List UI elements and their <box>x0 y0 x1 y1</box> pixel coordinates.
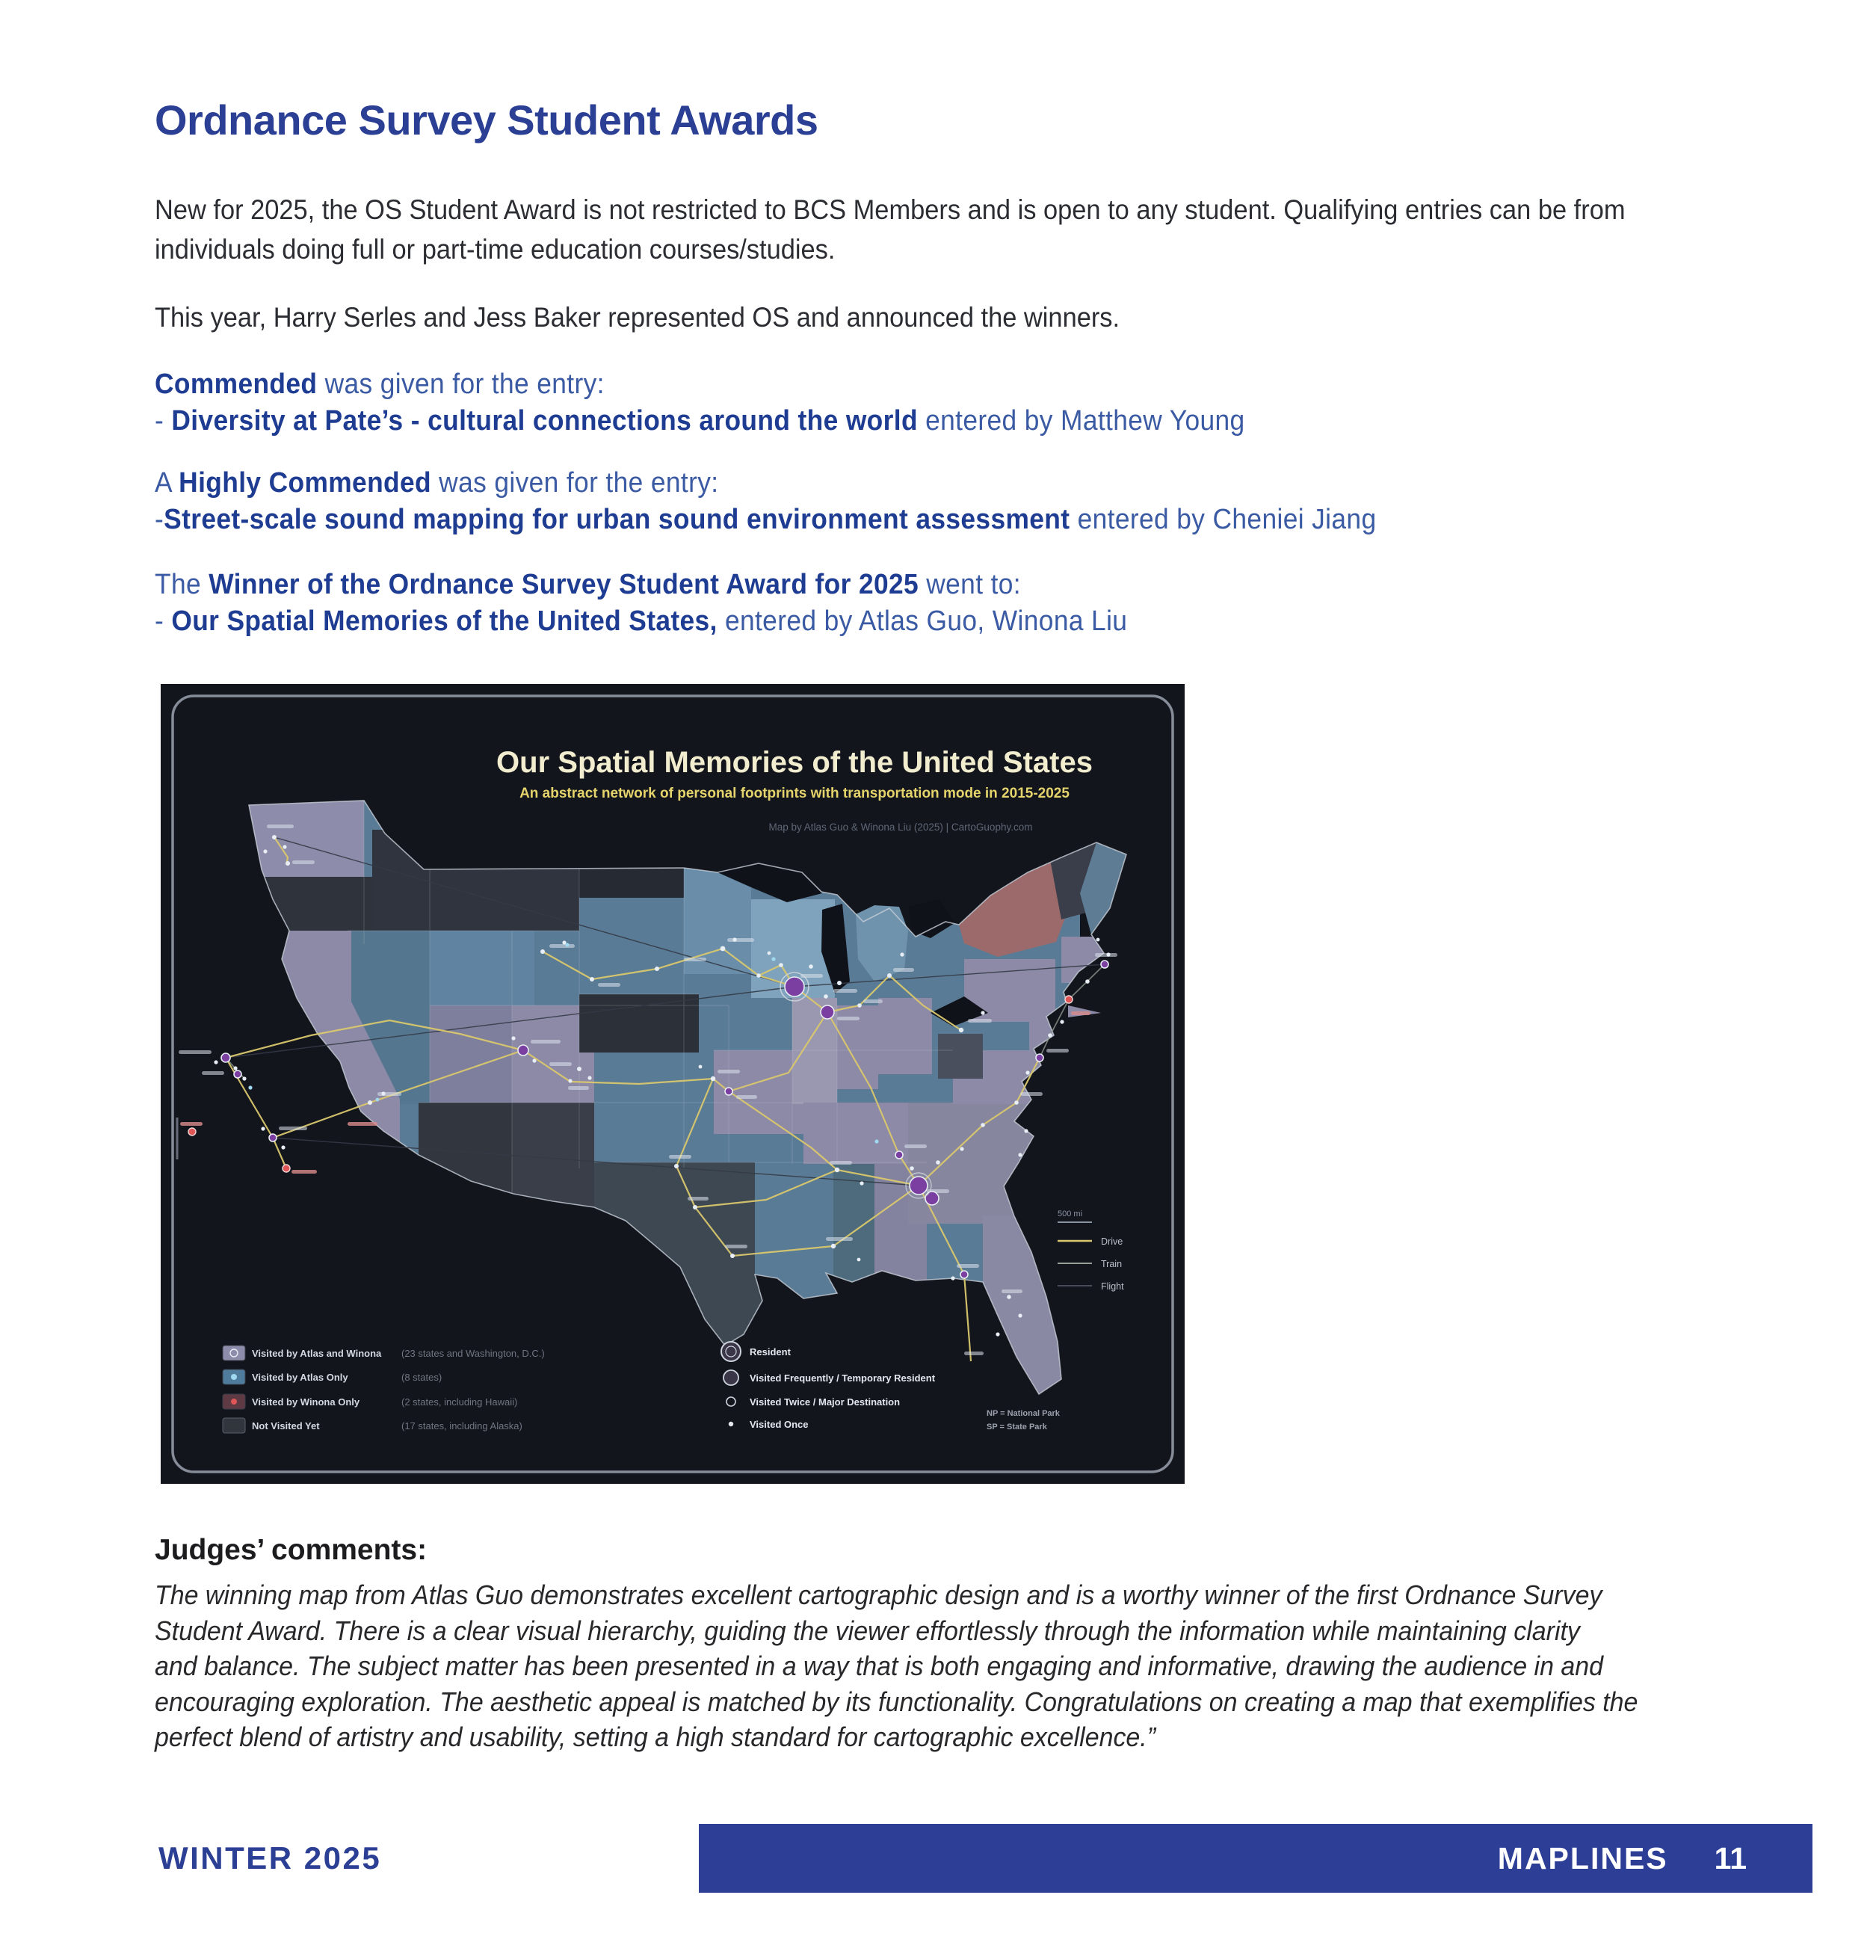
us-memories-map <box>161 684 1185 1484</box>
footer-publication: MAPLINES <box>1497 1840 1668 1876</box>
svg-text:Drive: Drive <box>1101 1236 1123 1247</box>
svg-text:Resident: Resident <box>750 1346 791 1357</box>
svg-text:Visited Twice / Major Destinat: Visited Twice / Major Destination <box>750 1396 901 1408</box>
svg-text:Visited by Atlas Only: Visited by Atlas Only <box>252 1372 348 1383</box>
svg-text:Visited Once: Visited Once <box>750 1419 809 1430</box>
svg-text:SP = State Park: SP = State Park <box>987 1423 1047 1432</box>
svg-text:(2 states, including Hawaii): (2 states, including Hawaii) <box>401 1396 518 1408</box>
svg-text:Flight: Flight <box>1101 1281 1124 1292</box>
footer-issue: WINTER 2025 <box>158 1840 382 1876</box>
svg-text:Not Visited Yet: Not Visited Yet <box>252 1420 320 1432</box>
map-title: Our Spatial Memories of the United States <box>496 746 1093 779</box>
svg-text:Visited by Winona Only: Visited by Winona Only <box>252 1396 360 1408</box>
svg-text:Visited by Atlas and Winona: Visited by Atlas and Winona <box>252 1348 382 1359</box>
svg-text:(17 states, including Alaska): (17 states, including Alaska) <box>401 1420 522 1432</box>
page-title: Ordnance Survey Student Awards <box>155 96 818 144</box>
footer-bar <box>699 1824 1812 1893</box>
svg-text:Train: Train <box>1101 1259 1123 1269</box>
svg-text:NP = National Park: NP = National Park <box>987 1409 1060 1418</box>
map-subtitle: An abstract network of personal footprints with transportation mode in 2015-2025 <box>519 786 1070 801</box>
judges-comments-heading: Judges’ comments: <box>155 1534 428 1566</box>
award-commended: Commended was given for the entry: - Diversity at Pate’s - cultural connections around the world entered by Matthew Young <box>155 369 1245 437</box>
judges-comments-text: The winning map from Atlas Guo demonstrates excellent cartographic design and is a worthy winner of the first Ordnance Survey Student Award. There is a clear visual hierarchy, guiding the viewer effortlessly through the information while maintaining clarity and balance. The subject matter has been presented in a way that is both engaging and informative, drawing the audience in and encouraging exploration. The aesthetic appeal is matched by its functionality. Congratulations on creating a map that exemplifies the perfect blend of artistry and usability, setting a high standard for cartographic excellence.” <box>155 1580 1638 1752</box>
award-highly-commended: A Highly Commended was given for the entry: -Street-scale sound mapping for urban sound environment assessment entered by Cheniei Jiang <box>155 467 1377 535</box>
svg-text:(23 states and Washington, D.C: (23 states and Washington, D.C.) <box>401 1348 545 1359</box>
intro-paragraph: New for 2025, the OS Student Award is not restricted to BCS Members and is open to any student. Qualifying entries can be from individuals doing full or part-time education courses/studies. <box>155 194 1626 265</box>
award-winner: The Winner of the Ordnance Survey Student Award for 2025 went to: - Our Spatial Memories of the United States, entered by Atlas Guo, Winona Liu <box>155 569 1128 637</box>
map-credit: Map by Atlas Guo & Winona Liu (2025) | CartoGuophy.com <box>768 822 1033 833</box>
footer-page-number: 11 <box>1714 1840 1747 1876</box>
scale-label: 500 mi <box>1058 1209 1083 1218</box>
announcement-paragraph: This year, Harry Serles and Jess Baker represented OS and announced the winners. <box>155 302 1120 333</box>
winning-map-image <box>161 684 1185 1484</box>
svg-text:(8 states): (8 states) <box>401 1372 442 1383</box>
svg-text:Visited Frequently / Temporary: Visited Frequently / Temporary Resident <box>750 1372 936 1384</box>
